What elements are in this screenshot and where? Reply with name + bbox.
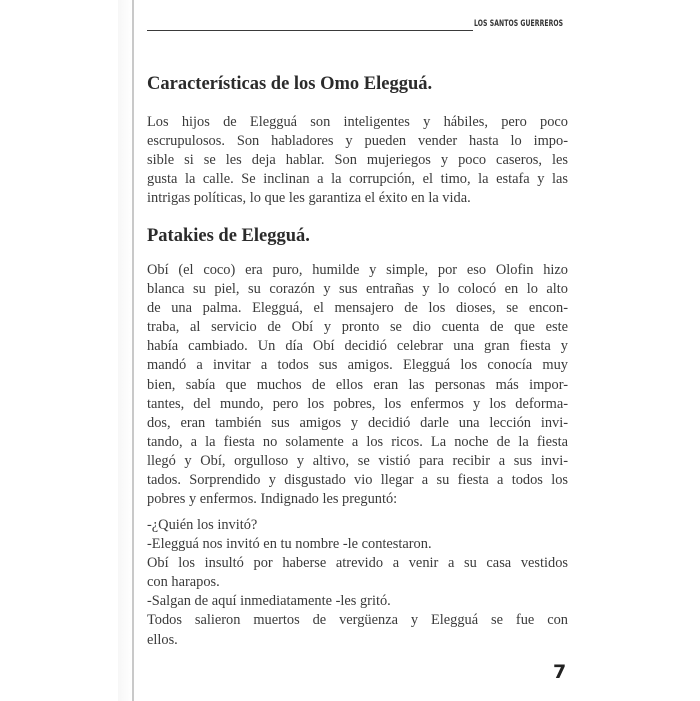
text-line: Los hijos de Elegguá son inteligentes y hábiles, pero poco xyxy=(147,114,568,130)
running-head-rule xyxy=(147,30,473,31)
text-line: mandó a invitar a todos sus amigos. Elegguá los conocía muy xyxy=(147,357,568,374)
page-number: 7 xyxy=(553,661,567,683)
dialogue-line: Obí los insultó por haberse atrevido a venir a su casa vestidos xyxy=(147,555,568,572)
dialogue-line: con harapos. xyxy=(147,574,220,591)
paragraph-patakies xyxy=(147,261,568,509)
text-line: llegó y Obí, orgulloso y altivo, se vistió para recibir a sus invi- xyxy=(147,452,568,469)
gutter-line xyxy=(132,0,134,701)
dialogue-line: ellos. xyxy=(147,631,178,648)
dialogue-line: -Salgan de aquí inmediatamente -les gritó. xyxy=(147,593,391,610)
paragraph-characteristics xyxy=(147,113,568,208)
text-line: pobres y enfermos. Indignado les preguntó: xyxy=(147,491,398,508)
text-line: sible si se les deja hablar. Son mujeriegos y poco caseros, les xyxy=(147,152,568,169)
text-line: blanca su piel, su corazón y sus entrañas y lo colocó en lo alto xyxy=(147,281,568,298)
text-line: tados. Sorprendido y disgustado vio llegar a su fiesta a todos los xyxy=(147,472,568,489)
text-line: dos, eran también sus amigos y decidió darle una lección invi- xyxy=(147,414,568,431)
dialogue-line: -¿Quién los invitó? xyxy=(147,517,258,533)
text-line: gusta la calle. Se inclinan a la corrupción, el timo, la estafa y las xyxy=(147,171,568,188)
text-line: traba, al servicio de Obí y pronto se dio cuenta de que este xyxy=(147,319,568,336)
dialogue-block xyxy=(147,516,568,650)
gutter-shadow xyxy=(118,0,132,701)
section-heading-patakies: Patakies de Elegguá. xyxy=(147,226,310,246)
dialogue-line: Todos salieron muertos de vergüenza y Elegguá se fue con xyxy=(147,612,568,629)
text-line: escrupulosos. Son habladores y pueden vender hasta lo impo- xyxy=(147,133,568,150)
text-line: intrigas políticas, lo que les garantiza el éxito en la vida. xyxy=(147,190,471,207)
section-heading-characteristics: Características de los Omo Elegguá. xyxy=(147,74,433,94)
text-line: Obí (el coco) era puro, humilde y simple, por eso Olofin hizo xyxy=(147,262,568,278)
text-line: tantes, del mundo, pero los pobres, los enfermos y los deforma- xyxy=(147,395,568,412)
dialogue-line: -Elegguá nos invitó en tu nombre -le contestaron. xyxy=(147,536,432,553)
running-head: LOS SANTOS GUERREROS xyxy=(474,19,564,29)
text-line: de una palma. Elegguá, el mensajero de los dioses, se encon- xyxy=(147,300,568,317)
text-line: había cambiado. Un día Obí decidió celebrar una gran fiesta y xyxy=(147,338,568,355)
text-line: bien, sabía que muchos de ellos eran las personas más impor- xyxy=(147,376,568,393)
text-line: tando, a la fiesta no solamente a los ricos. La noche de la fiesta xyxy=(147,433,568,450)
